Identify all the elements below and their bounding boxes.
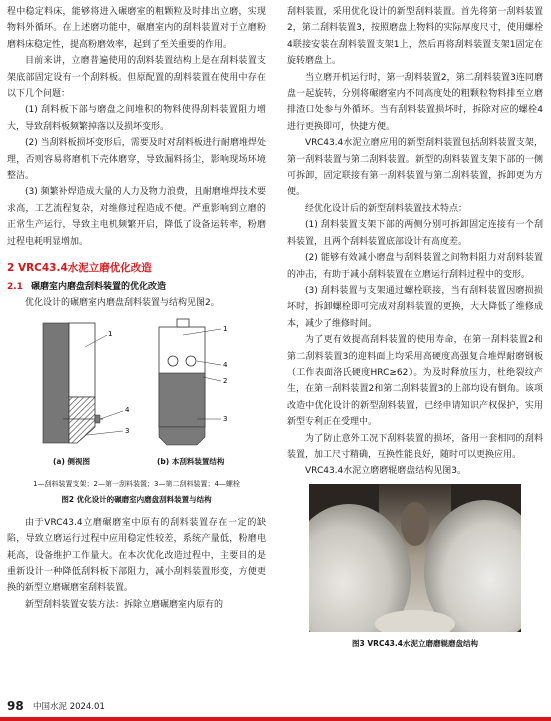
paragraph: 经优化设计后的新型刮料装置技术特点： — [305, 203, 468, 214]
figure-2 — [7, 315, 266, 478]
paragraph: 当立磨开机运行时，第一刮料装置2，第二刮料装置3连同磨盘一起旋转，分别将碾磨室内不同高度处的粗颗粒物料排至立磨排渣口处参与外循环。当有刮料装置损坏时，拆除对应的螺栓4进行更换即可，快捷方便。 — [287, 72, 543, 132]
left-column — [7, 4, 266, 613]
paragraph: 由于VRC43.4立磨碾磨室中原有的刮料装置存在一定的缺陷，导致立磨运行过程中应用稳定性较差，系统产量低，粉磨电耗高，设备维护工作量大。在本次优化改造过程中，主要目的是重新设计一种降低刮料板下部阻力，减小刮料装置形变，方便更换的新型立磨碾磨室刮料装置。 — [7, 517, 266, 594]
paragraph: VRC43.4水泥立磨应用的新型刮料装置包括刮料装置支架，第一刮料装置与第二刮料装置。新型的刮料装置支架下部的一侧可拆卸，固定联接有第一刮料装置与第二刮料装置，拆卸更为方便。 — [287, 138, 543, 198]
figure-label: 1 — [223, 325, 228, 334]
paragraph: VRC43.4水泥立磨磨辊磨盘结构见图3。 — [305, 466, 467, 477]
subsection-number: 2.1 — [7, 281, 23, 292]
subsection-heading — [7, 279, 266, 295]
journal-name: 中国水泥 2024.01 — [33, 702, 105, 712]
paragraph: (1) 刮料装置支架下部的两侧分别可拆卸固定连接有一个刮料装置，且两个刮料装置底部设计有高度差。 — [287, 220, 543, 247]
subfigure-a-caption: (a) 侧视图 — [53, 457, 91, 467]
figure-label: 4 — [125, 406, 130, 415]
figure-2-drawing — [7, 315, 266, 450]
figure-2-caption: 图2 优化设计的碾磨室内磨盘刮料装置与结构 — [61, 495, 212, 505]
paragraph: (3) 刮料装置与支架通过螺栓联接，当有刮料装置因磨损损坏时，拆卸螺栓即可完成对刮料装置的更换，大大降低了维修成本，减少了维修时间。 — [287, 285, 543, 329]
paragraph: 新型刮料装置安装方法：拆除立磨碾磨室内原有的 — [25, 599, 224, 610]
paragraph: (1) 刮料板下部与磨盘之间堆积的物料使得刮料装置阻力增大，导致刮料板频繁掉落以及损坏变形。 — [7, 105, 266, 132]
paragraph: (3) 频繁补焊造成大量的人力及物力浪费，且耐磨堆焊技术要求高，工艺流程复杂，对维修过程造成不便。严重影响到立磨的正常生产运行，导致主电机频繁开启，降低了设备运转率，粉磨过程电耗明显增加。 — [7, 187, 266, 247]
roller-photo-illustration — [309, 484, 521, 632]
figure-label: 1 — [108, 330, 113, 339]
section-heading: 2 VRC43.4水泥立磨优化改造 — [7, 262, 152, 275]
paragraph: 目前来讲，立磨普遍使用的刮料装置结构上是在刮料装置支架底部固定设有一个刮料板。但原配置的刮料装置在使用中存在以下几个问题： — [7, 56, 266, 100]
figure-label: 4 — [223, 361, 228, 370]
subfigure-b-caption: (b) 本刮料装置结构 — [157, 457, 225, 467]
paragraph: (2) 能够有效减小磨盘与刮料装置之间物料阻力对刮料装置的冲击，有助于减小刮料装置在立磨运行刮料过程中的变形。 — [287, 253, 543, 280]
figure-label: 3 — [223, 415, 228, 424]
paragraph: 为了防止意外工况下刮料装置的损坏，备用一套相同的刮料装置，加工尺寸精确，互换性能良好，随时可以更换应用。 — [287, 433, 543, 460]
page-number: 98 — [7, 699, 24, 713]
paragraph: 为了更有效提高刮料装置的使用寿命，在第一刮料装置2和第二刮料装置3的迎料面上均采用高硬度高强复合堆焊耐磨钢板（工作表面洛氏硬度HRC≥62）。为及时释放压力，杜绝裂纹产生，在第一刮料装置2和第二刮料装置3的上部均设有倒角。该项改造中优化设计的新型刮料装置，已经申请知识产权保护，实用新型专利正在受理中。 — [287, 335, 543, 428]
page-footer — [0, 697, 551, 721]
paragraph: (2) 当刮料板损坏变形后，需要及时对刮料板进行耐磨堆焊处理，否则容易将磨机下壳体磨穿，导致漏料扬尘，影响现场环境整洁。 — [7, 138, 266, 182]
right-column — [287, 4, 543, 652]
paragraph: 程中稳定料床，能够将进入碾磨室的粗颗粒及时排出立磨，实现物料外循环。在上述磨功能中，碾磨室内的刮料装置对于立磨粉磨料床稳定性，提高粉磨效率，起到了至关重要的作用。 — [7, 7, 266, 50]
figure-label: 2 — [223, 377, 228, 386]
footer-accent-bar — [0, 717, 551, 721]
paragraph: 优化设计的碾磨室内磨盘刮料装置与结构见图2。 — [25, 297, 220, 308]
figure-3-caption: 图3 VRC43.4水泥立磨磨辊磨盘结构 — [352, 638, 478, 648]
scraper-structure-drawing — [159, 319, 221, 445]
subsection-title: 碾磨室内磨盘刮料装置的优化改造 — [30, 281, 166, 292]
side-view-drawing — [43, 323, 123, 443]
figure-label: 3 — [125, 427, 130, 436]
figure-2-legend: 1—刮料装置支架；2—第一刮料装置；3—第二刮料装置；4—螺栓 — [33, 480, 240, 489]
paragraph: 刮料装置，采用优化设计的新型刮料装置。首先将第一刮料装置2，第二刮料装置3，按照磨盘上物料的实际厚度尺寸，使用螺栓4联接安装在刮料装置支架1上，然后再将刮料装置支架1固定在旋转磨盘上。 — [287, 7, 543, 67]
figure-3-photo — [309, 484, 521, 632]
